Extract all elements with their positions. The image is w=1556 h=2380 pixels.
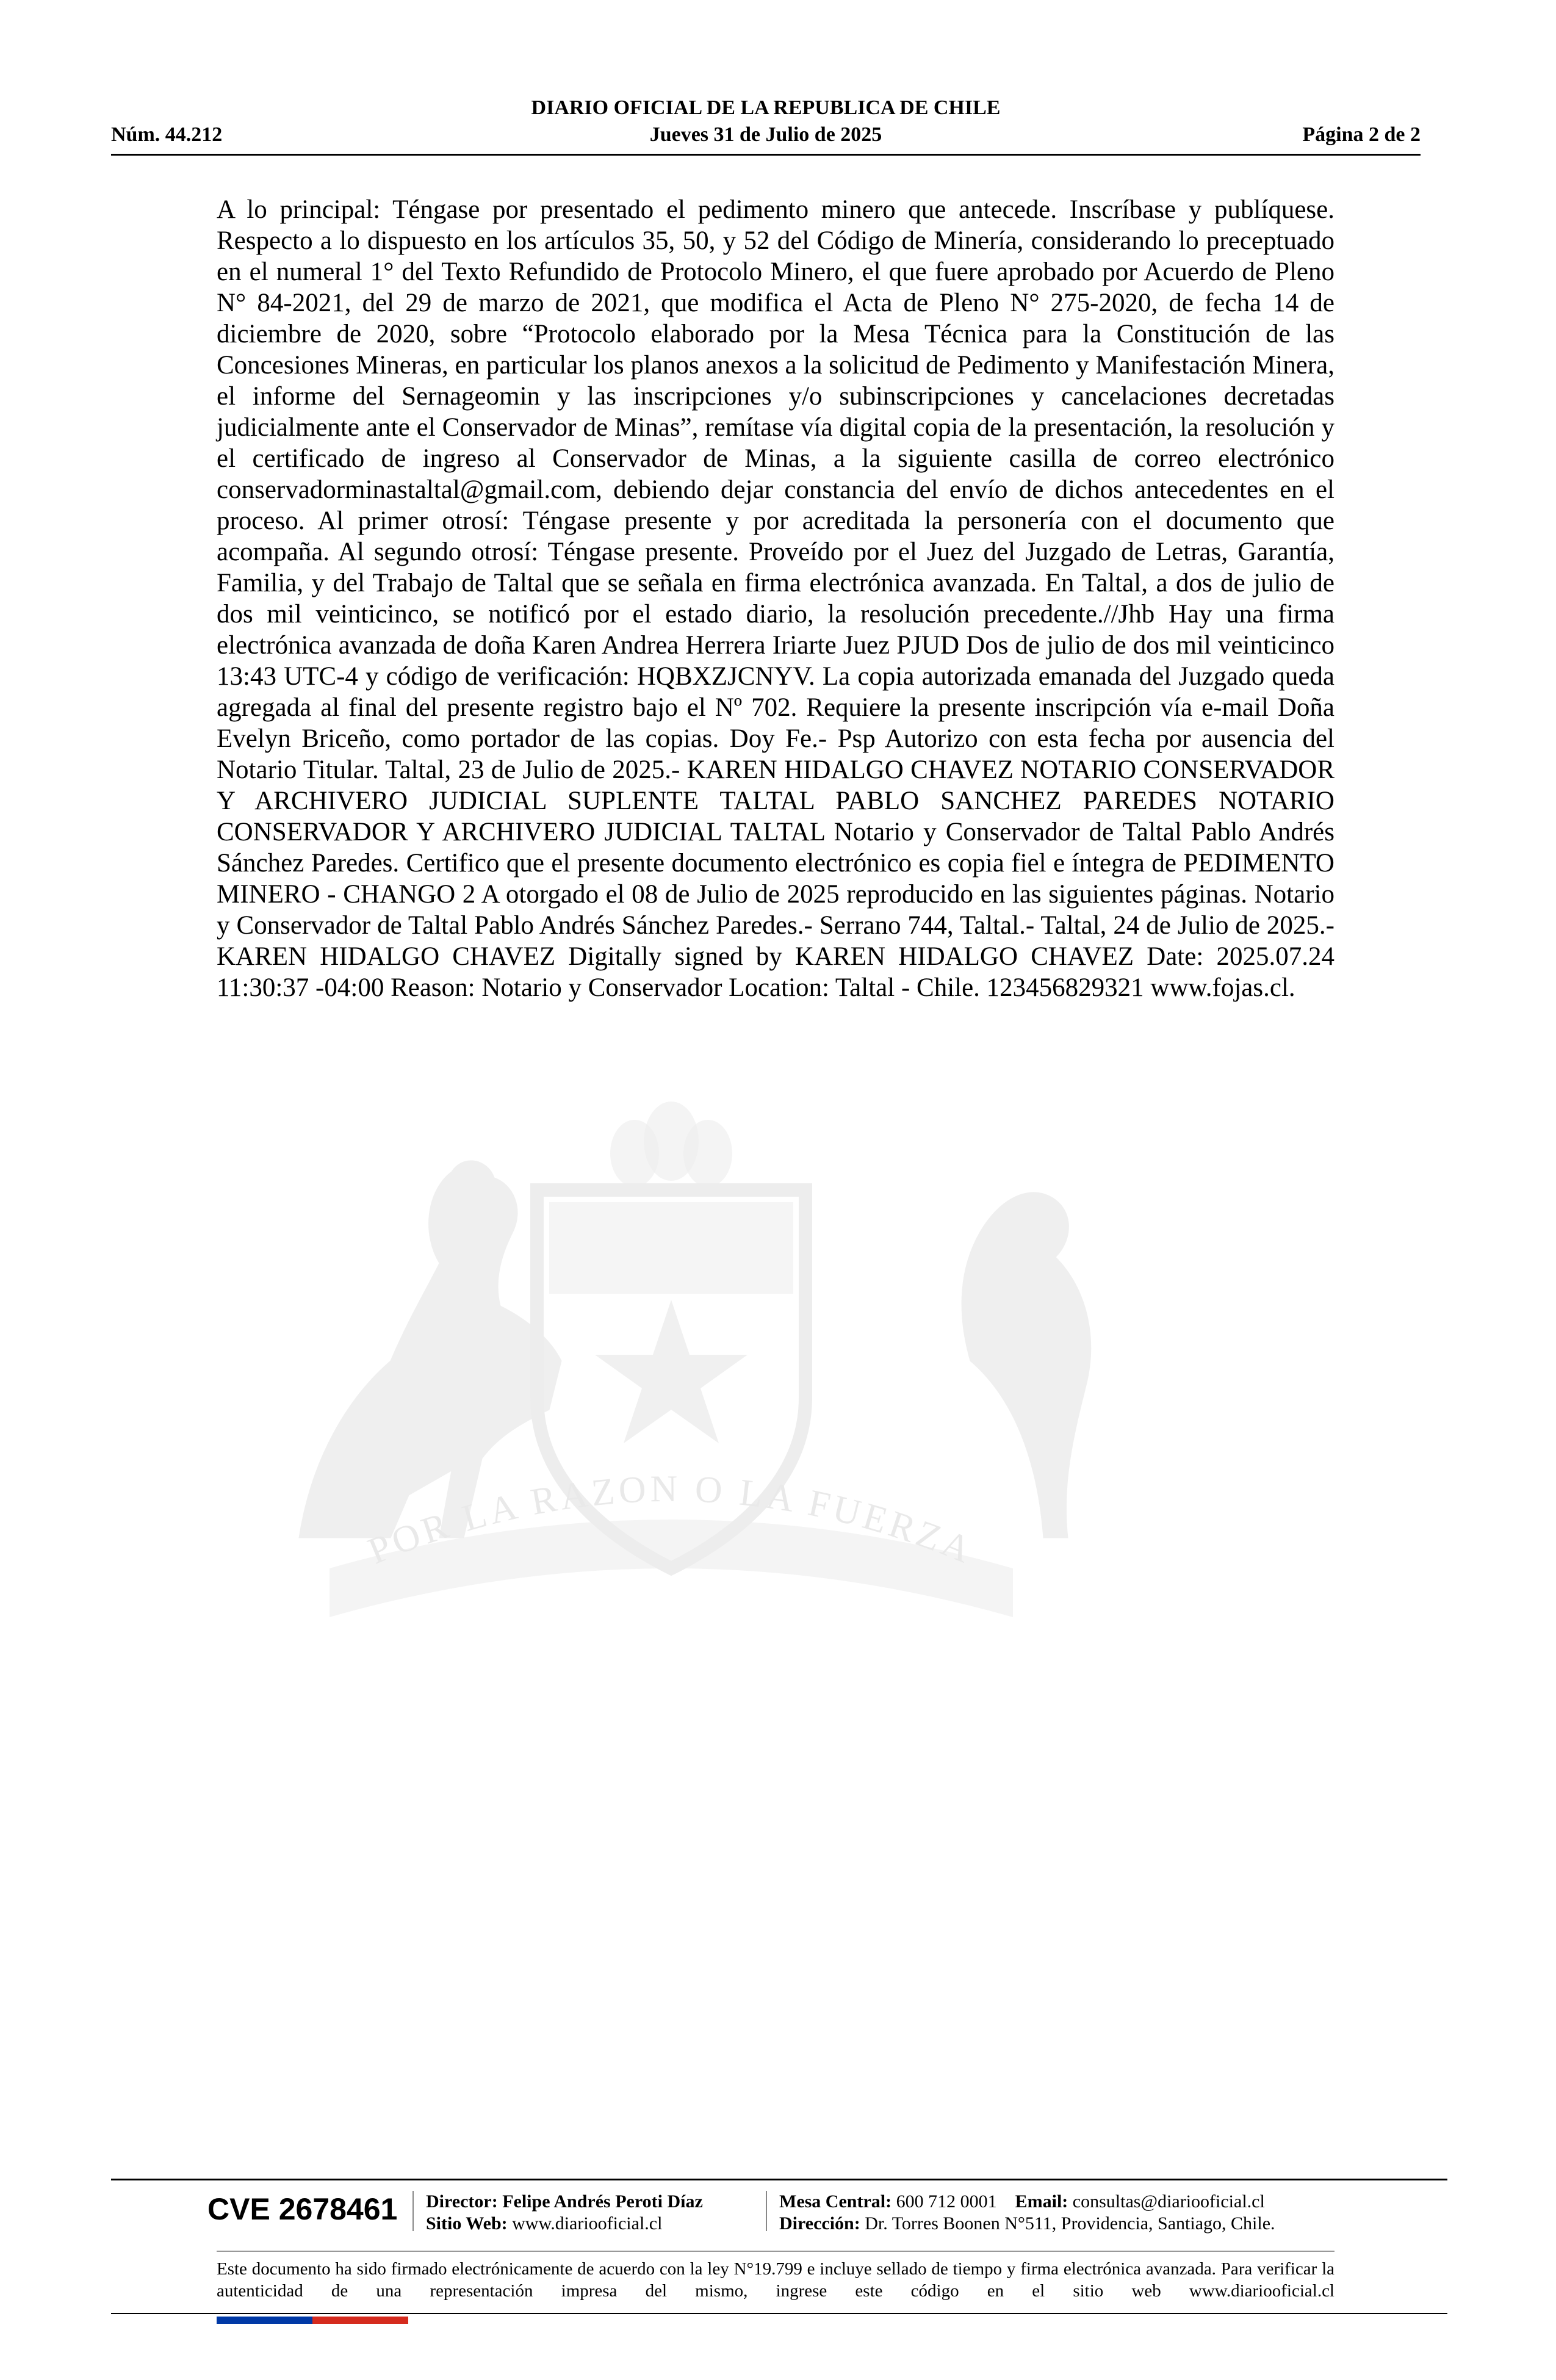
coat-of-arms-watermark [207,1031,1135,1672]
flag-blue-segment [217,2317,312,2324]
footer-divider-top [111,2179,1447,2180]
mesa-label: Mesa Central: [779,2191,892,2212]
cve-code: CVE 2678461 [207,2192,398,2226]
issue-number: Núm. 44.212 [111,123,223,146]
motto-text: POR LA RAZON O LA FUERZA [362,1468,980,1573]
footer-divider-bottom [111,2313,1447,2314]
email-label: Email: [1015,2191,1068,2212]
flag-color-bar [217,2317,408,2324]
header-divider [111,154,1421,156]
site-label: Sitio Web: [426,2213,508,2234]
footer-contact-block [779,2191,1275,2235]
newspaper-title: DIARIO OFICIAL DE LA REPUBLICA DE CHILE [531,96,1001,119]
mesa-phone: 600 712 0001 [896,2191,997,2212]
address-label: Dirección: [779,2213,860,2234]
email-link[interactable]: consultas@diariooficial.cl [1072,2191,1265,2212]
footer-director-block [426,2191,703,2235]
footer-separator [766,2191,767,2231]
signature-note: Este documento ha sido firmado electrónicamente de acuerdo con la ley N°19.799 e incluye sellado de tiempo y firma electrónica avanzada. Para verificar la autenticidad de una representación impresa del mismo, ingrese este código en el sitio web www.diariooficial.cl [217,2259,1334,2301]
address-value: Dr. Torres Boonen N°511, Providencia, Santiago, Chile. [865,2213,1275,2234]
footer-separator [412,2191,414,2231]
footer-divider-mid [217,2251,1334,2252]
page-indicator: Página 2 de 2 [1302,123,1421,146]
director-label: Director: [426,2191,498,2212]
director-name: Felipe Andrés Peroti Díaz [502,2191,703,2212]
site-link[interactable]: www.diariooficial.cl [512,2213,663,2234]
flag-red-segment [312,2317,408,2324]
body-paragraph: A lo principal: Téngase por presentado el pedimento minero que antecede. Inscríbase y publíquese. Respecto a lo dispuesto en los artículos 35, 50, y 52 del Código de Minería, considerando lo preceptuado en el numeral 1° del Texto Refundido de Protocolo Minero, el que fuere aprobado por Acuerdo de Pleno N° 84-2021, del 29 de marzo de 2021, que modifica el Acta de Pleno N° 275-2020, de fecha 14 de diciembre de 2020, sobre “Protocolo elaborado por la Mesa Técnica para la Constitución de las Concesiones Mineras, en particular los planos anexos a la solicitud de Pedimento y Manifestación Minera, el informe del Sernageomin y las inscripciones y/o subinscripciones y cancelaciones decretadas judicialmente ante el Conservador de Minas”, remítase vía digital copia de la presentación, la resolución y el certificado de ingreso al Conservador de Minas, a la siguiente casilla de correo electrónico conservadorminastaltal@gmail.com, debiendo dejar constancia del envío de dichos antecedentes en el proceso. Al primer otrosí: Téngase presente y por acreditada la personería con el documento que acompaña. Al segundo otrosí: Téngase presente. Proveído por el Juez del Juzgado de Letras, Garantía, Familia, y del Trabajo de Taltal que se señala en firma electrónica avanzada. En Taltal, a dos de julio de dos mil veinticinco, se notificó por el estado diario, la resolución precedente.//Jhb Hay una firma electrónica avanzada de doña Karen Andrea Herrera Iriarte Juez PJUD Dos de julio de dos mil veinticinco 13:43 UTC-4 y código de verificación: HQBXZJCNYV. La copia autorizada emanada del Juzgado queda agregada al final del presente registro bajo el Nº 702. Requiere la presente inscripción vía e-mail Doña Evelyn Briceño, como portador de las copias. Doy Fe.- Psp Autorizo con esta fecha por ausencia del Notario Titular. Taltal, 23 de Julio de 2025.- KAREN HIDALGO CHAVEZ NOTARIO CONSERVADOR Y ARCHIVERO JUDICIAL SUPLENTE TALTAL PABLO SANCHEZ PAREDES NOTARIO CONSERVADOR Y ARCHIVERO JUDICIAL TALTAL Notario y Conservador de Taltal Pablo Andrés Sánchez Paredes. Certifico que el presente documento electrónico es copia fiel e íntegra de PEDIMENTO MINERO - CHANGO 2 A otorgado el 08 de Julio de 2025 reproducido en las siguientes páginas. Notario y Conservador de Taltal Pablo Andrés Sánchez Paredes.- Serrano 744, Taltal.- Taltal, 24 de Julio de 2025.- KAREN HIDALGO CHAVEZ Digitally signed by KAREN HIDALGO CHAVEZ Date: 2025.07.24 11:30:37 -04:00 Reason: Notario y Conservador Location: Taltal - Chile. 123456829321 www.fojas.cl. [217,195,1334,1002]
issue-date: Jueves 31 de Julio de 2025 [649,123,882,146]
page-header [111,96,1421,151]
